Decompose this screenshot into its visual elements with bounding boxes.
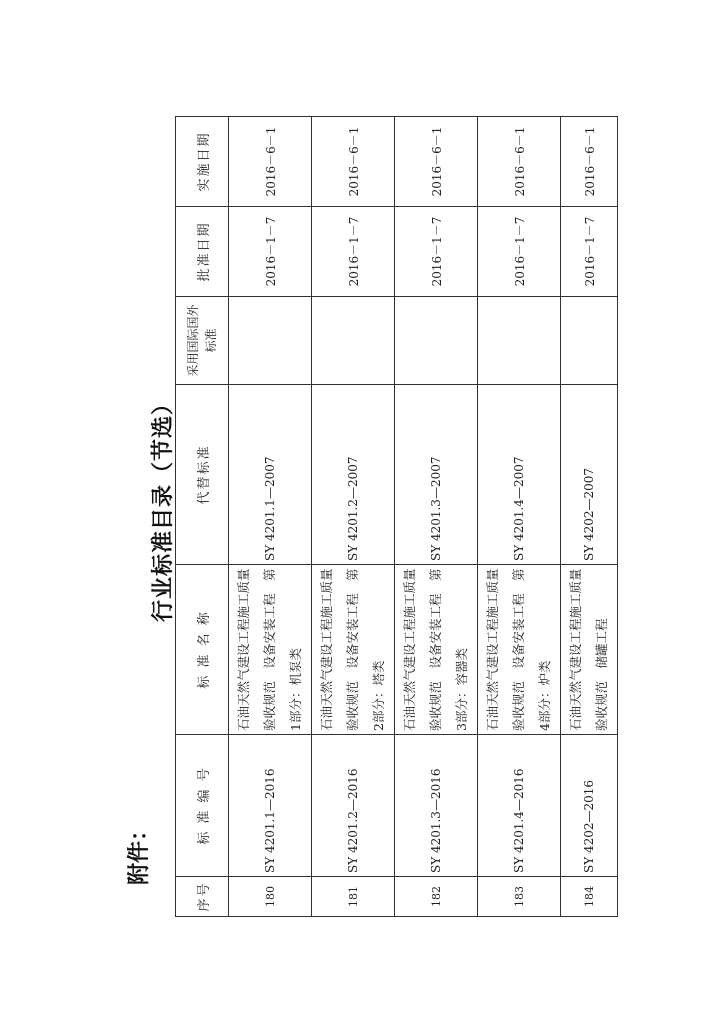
cell-approval: 2016－1－7 (312, 207, 395, 297)
cell-effective: 2016－6－1 (395, 117, 478, 207)
attachment-label: 附件： (127, 818, 152, 885)
cell-effective: 2016－6－1 (478, 117, 561, 207)
cell-effective: 2016－6－1 (229, 117, 312, 207)
cell-replaced: SY 4201.3—2007 (395, 385, 478, 565)
cell-seq: 183 (478, 877, 561, 917)
cell-replaced: SY 4201.2—2007 (312, 385, 395, 565)
cell-approval: 2016－1－7 (395, 207, 478, 297)
cell-code: SY 4201.2—2016 (312, 735, 395, 877)
page-title: 行业标准目录（节选） (151, 391, 176, 622)
cell-replaced: SY 4201.1—2007 (229, 385, 312, 565)
cell-effective: 2016－6－1 (312, 117, 395, 207)
standards-table (175, 116, 618, 917)
header-code: 标 准 编 号 (176, 735, 229, 877)
cell-name: 石油天然气建设工程施工质量验收规范 设备安装工程 第2部分：塔类 (312, 565, 395, 735)
cell-adopted (395, 297, 478, 385)
header-effective: 实施日期 (176, 117, 229, 207)
cell-replaced: SY 4201.4—2007 (478, 385, 561, 565)
cell-seq: 184 (561, 877, 618, 917)
cell-code: SY 4201.1—2016 (229, 735, 312, 877)
header-seq: 序号 (176, 877, 229, 917)
cell-code: SY 4202—2016 (561, 735, 618, 877)
table-row (312, 117, 395, 917)
cell-seq: 181 (312, 877, 395, 917)
cell-name: 石油天然气建设工程施工质量验收规范 设备安装工程 第1部分：机泵类 (229, 565, 312, 735)
cell-name: 石油天然气建设工程施工质量验收规范 设备安装工程 第4部分：炉类 (478, 565, 561, 735)
header-replaced: 代替标准 (176, 385, 229, 565)
cell-seq: 180 (229, 877, 312, 917)
table-row (229, 117, 312, 917)
cell-name: 石油天然气建设工程施工质量验收规范 设备安装工程 第3部分：容器类 (395, 565, 478, 735)
standards-table-wrapper (175, 117, 609, 917)
cell-adopted (478, 297, 561, 385)
cell-name: 石油天然气建设工程施工质量验收规范 储罐工程 (561, 565, 618, 735)
cell-replaced: SY 4202—2007 (561, 385, 618, 565)
cell-approval: 2016－1－7 (561, 207, 618, 297)
cell-adopted (229, 297, 312, 385)
header-name: 标 准 名 称 (176, 565, 229, 735)
table-row (395, 117, 478, 917)
header-adopted: 采用国际国外标准 (176, 297, 229, 385)
cell-adopted (312, 297, 395, 385)
cell-effective: 2016－6－1 (561, 117, 618, 207)
table-header-row (176, 117, 229, 917)
cell-code: SY 4201.3—2016 (395, 735, 478, 877)
table-row (561, 117, 618, 917)
cell-approval: 2016－1－7 (229, 207, 312, 297)
cell-code: SY 4201.4—2016 (478, 735, 561, 877)
cell-approval: 2016－1－7 (478, 207, 561, 297)
cell-seq: 182 (395, 877, 478, 917)
header-approval: 批准日期 (176, 207, 229, 297)
cell-adopted (561, 297, 618, 385)
table-row (478, 117, 561, 917)
